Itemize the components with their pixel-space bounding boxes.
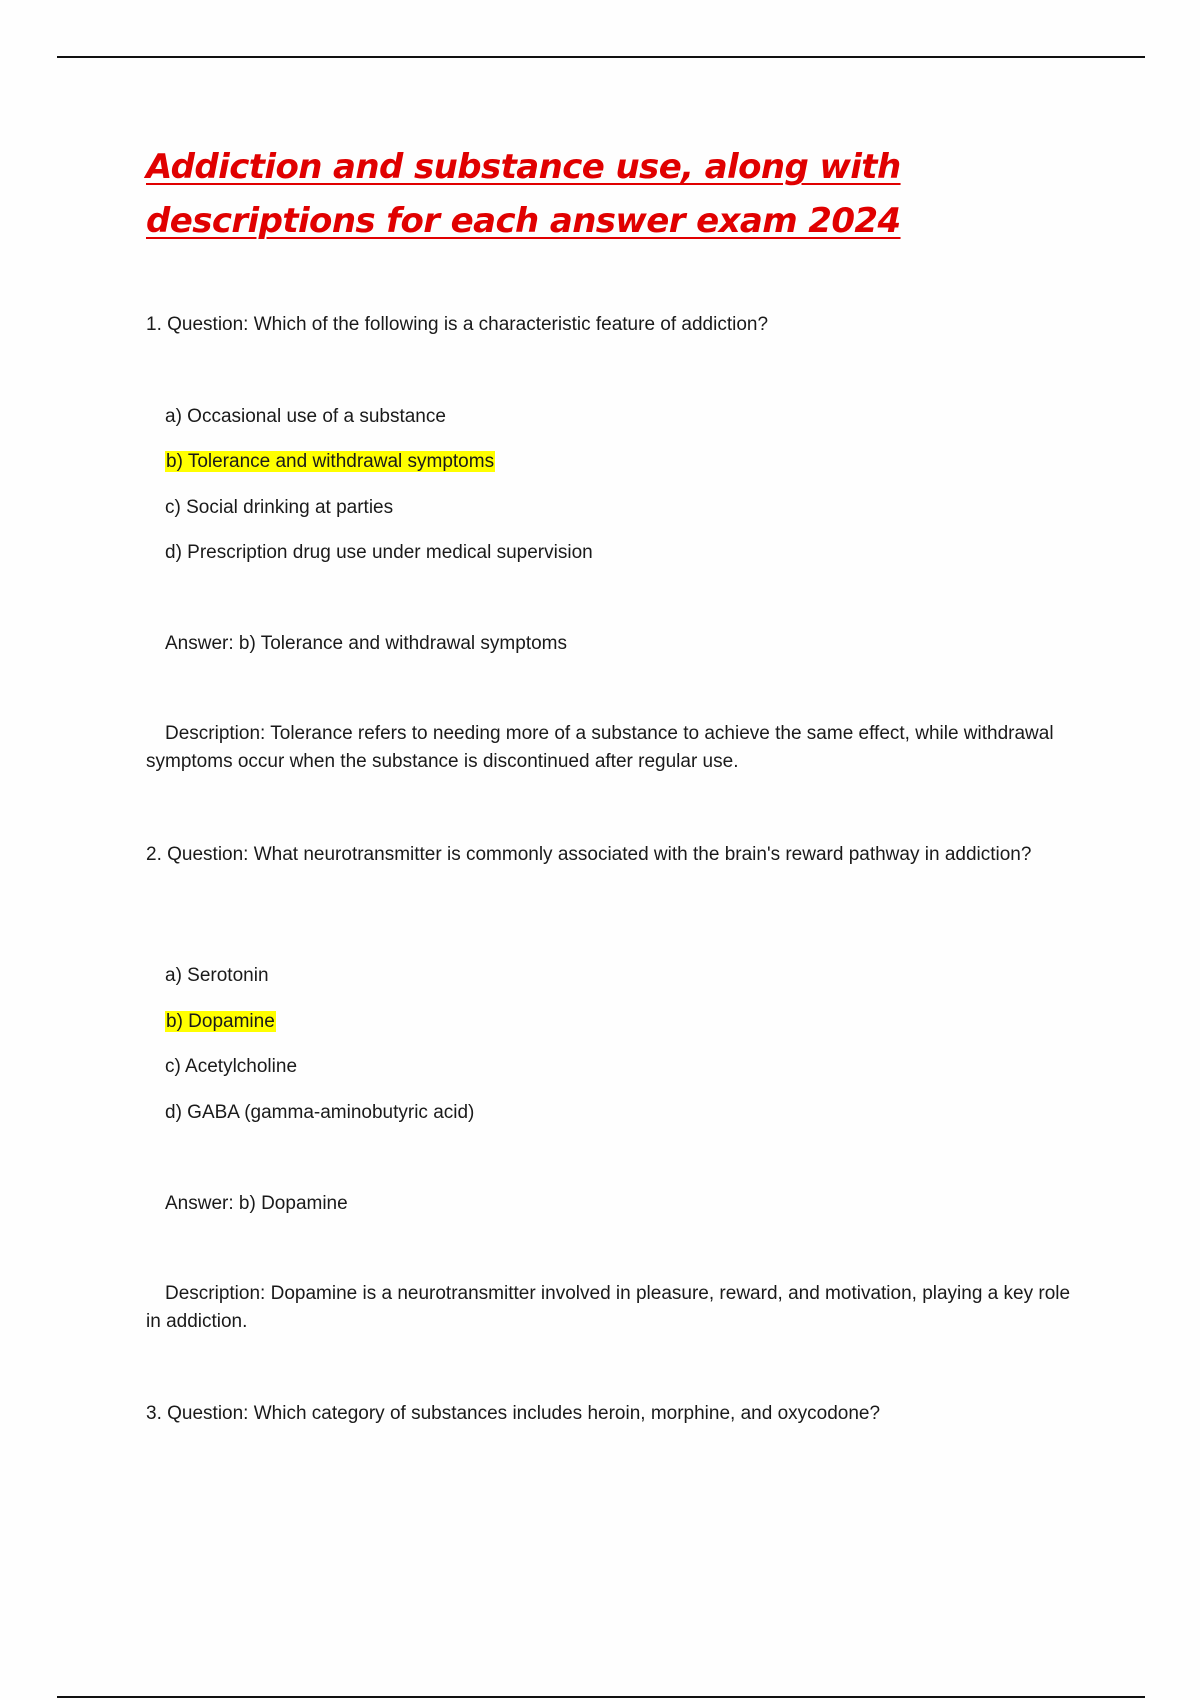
q1-description: Description: Tolerance refers to needing more of a substance to achieve the same effect, while withdrawal symptoms occur when the substance is discontinued after regular use. [146, 723, 1054, 772]
q1-answer: Answer: b) Tolerance and withdrawal symptoms [165, 633, 567, 654]
question-2: 2. Question: What neurotransmitter is commonly associated with the brain's reward pathway in addiction? [146, 844, 1032, 865]
q1-option-c: c) Social drinking at parties [165, 497, 394, 518]
q1-option-a: a) Occasional use of a substance [165, 406, 446, 427]
q2-option-c: c) Acetylcholine [165, 1056, 298, 1077]
question-3: 3. Question: Which category of substances includes heroin, morphine, and oxycodone? [146, 1403, 881, 1424]
q1-option-d: d) Prescription drug use under medical supervision [165, 542, 593, 563]
top-rule [57, 56, 1145, 58]
question-1: 1. Question: Which of the following is a characteristic feature of addiction? [146, 314, 769, 335]
q2-description: Description: Dopamine is a neurotransmitter involved in pleasure, reward, and motivation, playing a key role in addiction. [146, 1283, 1071, 1332]
q1-option-b-highlight: b) Tolerance and withdrawal symptoms [166, 451, 495, 472]
document-title: Addiction and substance use, along with descriptions for each answer exam 2024 [146, 147, 901, 241]
q2-option-d: d) GABA (gamma-aminobutyric acid) [165, 1102, 475, 1123]
q2-option-b-highlight: b) Dopamine [166, 1011, 275, 1032]
q2-option-b [165, 1008, 276, 1036]
q2-option-a: a) Serotonin [165, 965, 269, 986]
bottom-rule [57, 1696, 1145, 1698]
q2-answer: Answer: b) Dopamine [165, 1193, 348, 1214]
q1-option-b [165, 448, 495, 476]
